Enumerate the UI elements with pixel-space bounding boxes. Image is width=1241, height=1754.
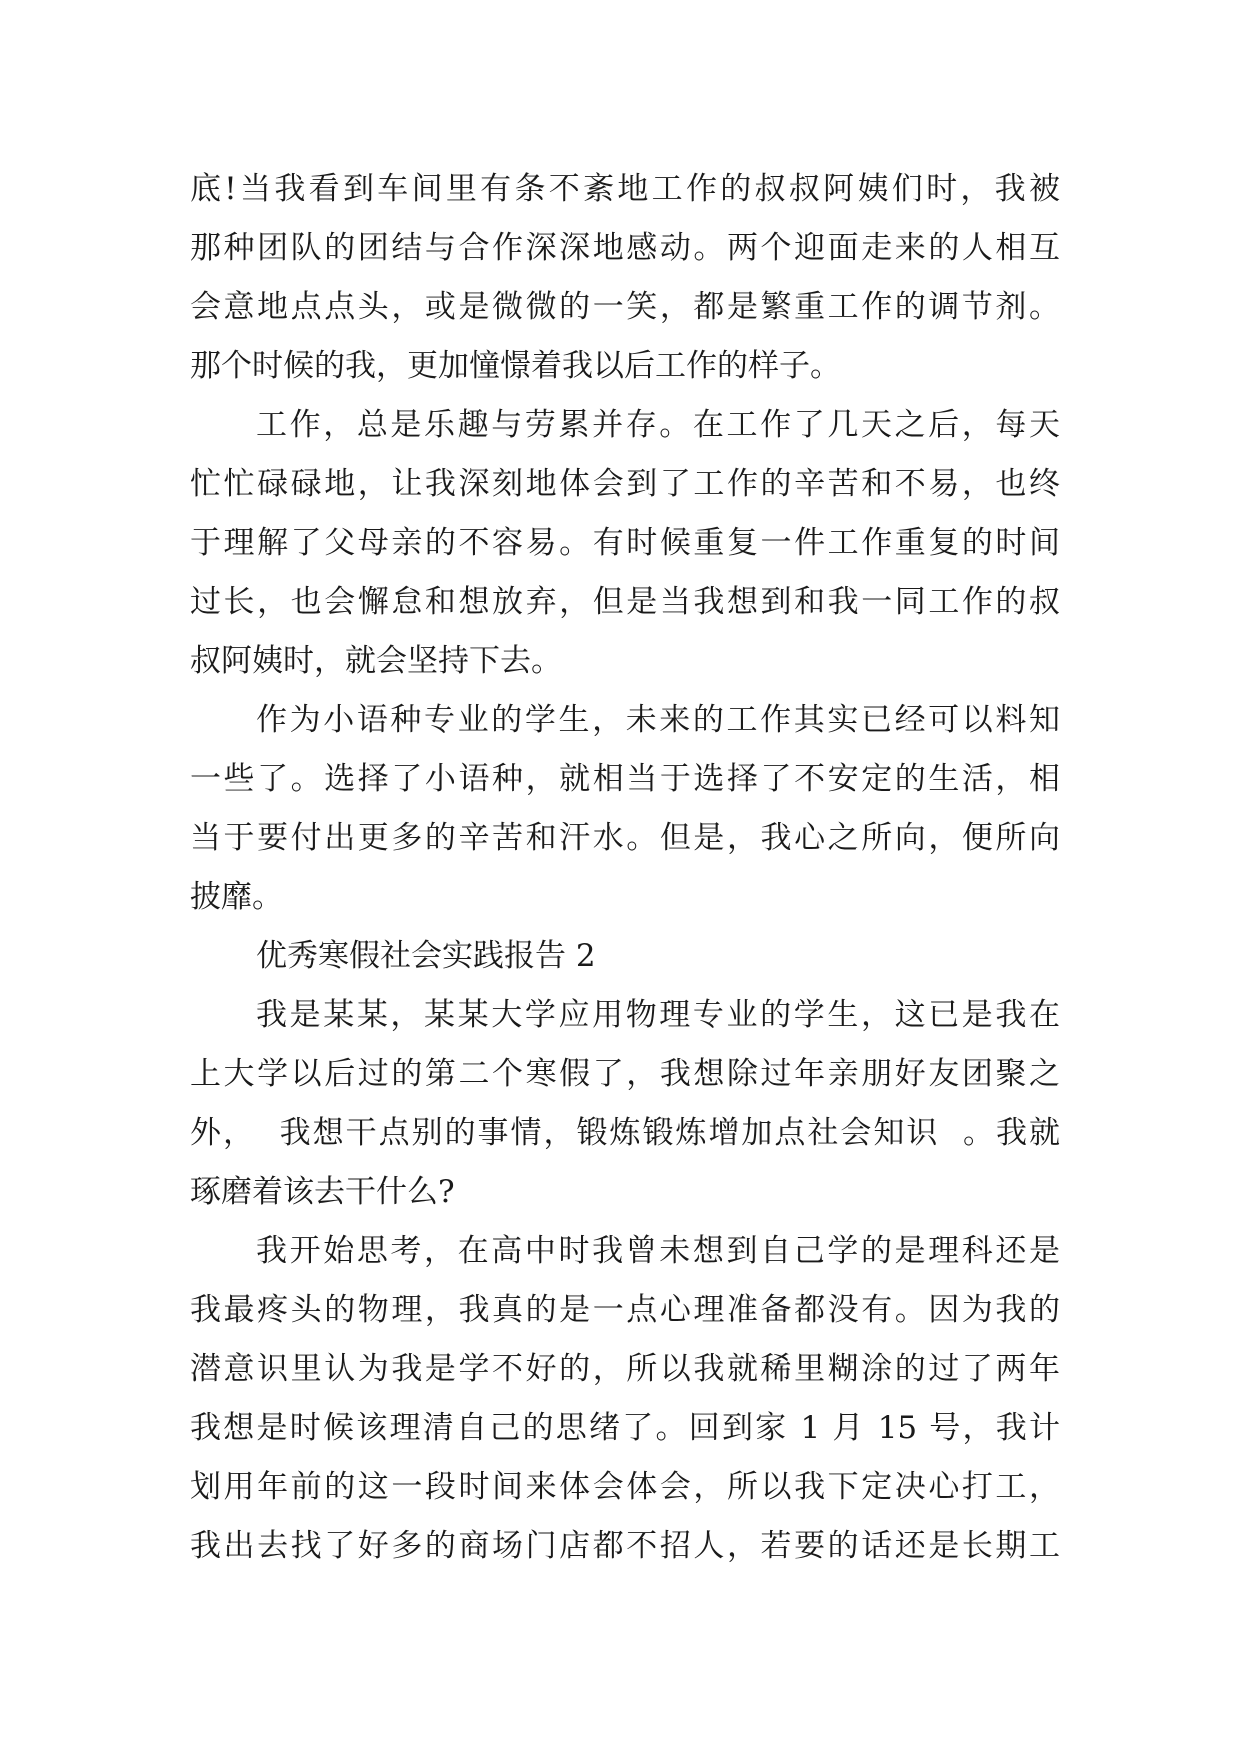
text-line: 外， 我想干点别的事情，锻炼锻炼增加点社会知识 。我就 [190, 1115, 1060, 1151]
text-line: 我开始思考，在高中时我曾未想到自己学的是理科还是 [256, 1233, 1060, 1269]
text-line: 忙忙碌碌地，让我深刻地体会到了工作的辛苦和不易，也终 [190, 466, 1060, 502]
text-line: 我是某某，某某大学应用物理专业的学生，这已是我在 [256, 997, 1060, 1033]
text-line: 叔阿姨时，就会坚持下去。 [190, 643, 562, 679]
document-body [190, 160, 1060, 1576]
text-line: 披靡。 [190, 879, 283, 915]
text-line: 于理解了父母亲的不容易。有时候重复一件工作重复的时间 [190, 525, 1060, 561]
text-line: 那个时候的我，更加憧憬着我以后工作的样子。 [190, 348, 841, 384]
text-line: 一些了。选择了小语种，就相当于选择了不安定的生活，相 [190, 761, 1060, 797]
text-line: 作为小语种专业的学生，未来的工作其实已经可以料知 [256, 702, 1060, 738]
text-line: 上大学以后过的第二个寒假了，我想除过年亲朋好友团聚之 [190, 1056, 1060, 1092]
text-line: 会意地点点头，或是微微的一笑，都是繁重工作的调节剂。 [190, 289, 1060, 325]
text-line: 我想是时候该理清自己的思绪了。回到家 1 月 15 号，我计 [190, 1410, 1060, 1446]
text-line: 当于要付出更多的辛苦和汗水。但是，我心之所向，便所向 [190, 820, 1060, 856]
text-line: 那种团队的团结与合作深深地感动。两个迎面走来的人相互 [190, 230, 1060, 266]
text-line: 优秀寒假社会实践报告 2 [256, 938, 596, 974]
text-line: 我出去找了好多的商场门店都不招人，若要的话还是长期工 [190, 1528, 1060, 1564]
text-line: 底!当我看到车间里有条不紊地工作的叔叔阿姨们时，我被 [190, 171, 1060, 207]
text-line: 琢磨着该去干什么? [190, 1174, 455, 1210]
text-line: 潜意识里认为我是学不好的，所以我就稀里糊涂的过了两年 [190, 1351, 1060, 1387]
text-line: 过长，也会懈怠和想放弃，但是当我想到和我一同工作的叔 [190, 584, 1060, 620]
text-line: 划用年前的这一段时间来体会体会，所以我下定决心打工， [190, 1469, 1060, 1505]
text-line: 我最疼头的物理，我真的是一点心理准备都没有。因为我的 [190, 1292, 1060, 1328]
text-line: 工作，总是乐趣与劳累并存。在工作了几天之后，每天 [256, 407, 1060, 443]
